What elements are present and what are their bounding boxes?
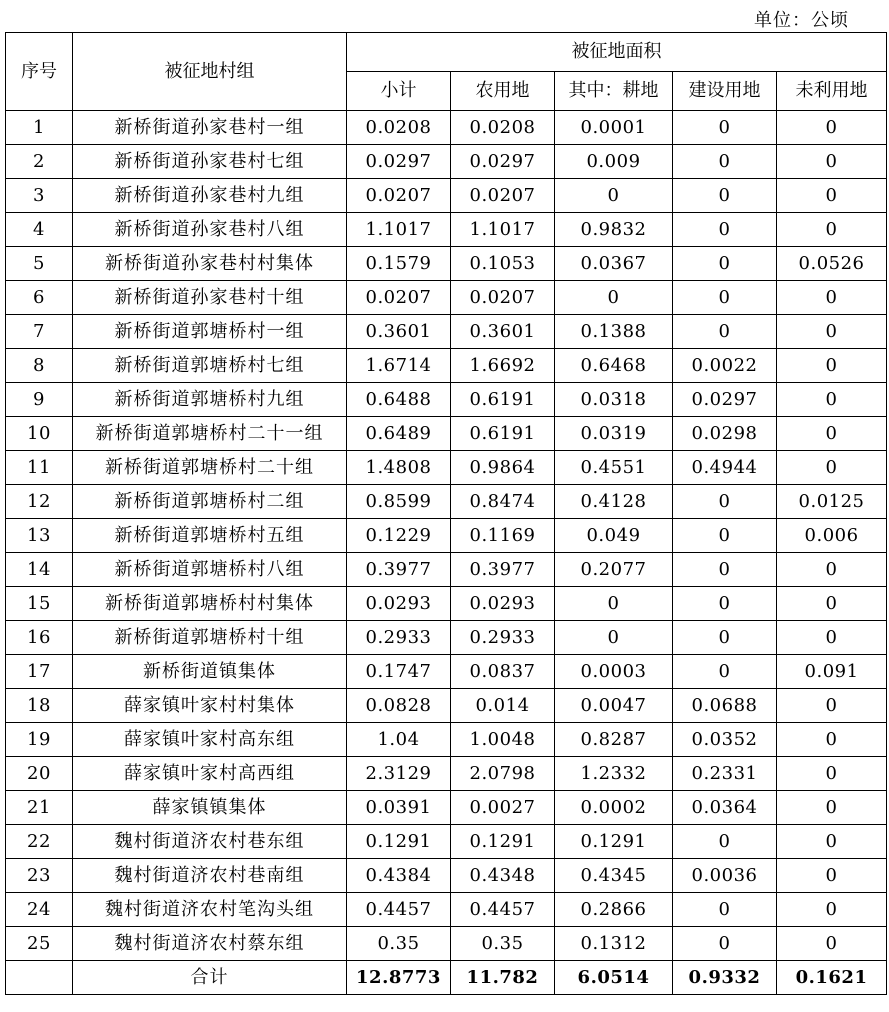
agricultural-cell: 0.0837 [451,655,555,689]
construction-cell: 0.0352 [673,723,777,757]
unused-cell: 0 [777,145,887,179]
table-row [6,213,887,247]
agricultural-cell: 0.014 [451,689,555,723]
subtotal-cell: 0.3601 [347,315,451,349]
total-label: 合计 [73,961,347,995]
farmland-cell: 0.4551 [555,451,673,485]
village-name: 新桥街道郭塘桥村九组 [73,383,347,417]
row-index: 5 [6,247,73,281]
unused-cell: 0 [777,383,887,417]
agricultural-cell: 0.0027 [451,791,555,825]
construction-cell: 0 [673,145,777,179]
construction-cell: 0 [673,281,777,315]
construction-cell: 0 [673,825,777,859]
village-name: 新桥街道孙家巷村七组 [73,145,347,179]
row-index: 13 [6,519,73,553]
village-name: 新桥街道郭塘桥村村集体 [73,587,347,621]
construction-cell: 0 [673,179,777,213]
row-index: 11 [6,451,73,485]
table-row [6,281,887,315]
unused-cell: 0 [777,791,887,825]
unused-cell: 0 [777,213,887,247]
table-row [6,485,887,519]
subtotal-cell: 0.35 [347,927,451,961]
total-farmland: 6.0514 [555,961,673,995]
row-index: 15 [6,587,73,621]
unused-cell: 0 [777,723,887,757]
village-name: 魏村街道济农村蔡东组 [73,927,347,961]
table-row [6,349,887,383]
table-row [6,179,887,213]
village-name: 新桥街道孙家巷村八组 [73,213,347,247]
table-row [6,417,887,451]
farmland-cell: 0.0003 [555,655,673,689]
construction-cell: 0 [673,927,777,961]
subtotal-cell: 0.2933 [347,621,451,655]
header-subtotal: 小计 [347,72,451,111]
subtotal-cell: 0.6488 [347,383,451,417]
farmland-cell: 0.0319 [555,417,673,451]
subtotal-cell: 1.1017 [347,213,451,247]
subtotal-cell: 0.1747 [347,655,451,689]
row-index: 2 [6,145,73,179]
subtotal-cell: 0.1229 [347,519,451,553]
unused-cell: 0 [777,451,887,485]
subtotal-cell: 0.0208 [347,111,451,145]
table-row [6,927,887,961]
farmland-cell: 0 [555,587,673,621]
farmland-cell: 0.6468 [555,349,673,383]
unused-cell: 0 [777,927,887,961]
row-index: 3 [6,179,73,213]
total-row [6,961,887,995]
row-index: 16 [6,621,73,655]
construction-cell: 0.0298 [673,417,777,451]
construction-cell: 0 [673,655,777,689]
row-index: 25 [6,927,73,961]
agricultural-cell: 0.4457 [451,893,555,927]
village-name: 薛家镇叶家村村集体 [73,689,347,723]
unused-cell: 0.0526 [777,247,887,281]
village-name: 新桥街道郭塘桥村八组 [73,553,347,587]
construction-cell: 0.0036 [673,859,777,893]
unused-cell: 0 [777,281,887,315]
agricultural-cell: 0.0207 [451,179,555,213]
subtotal-cell: 0.8599 [347,485,451,519]
total-index-cell [6,961,73,995]
farmland-cell: 0 [555,621,673,655]
village-name: 新桥街道郭塘桥村二十一组 [73,417,347,451]
table-row [6,791,887,825]
unused-cell: 0 [777,315,887,349]
subtotal-cell: 2.3129 [347,757,451,791]
row-index: 18 [6,689,73,723]
agricultural-cell: 2.0798 [451,757,555,791]
village-name: 新桥街道孙家巷村九组 [73,179,347,213]
construction-cell: 0.0364 [673,791,777,825]
row-index: 20 [6,757,73,791]
agricultural-cell: 0.3601 [451,315,555,349]
village-name: 新桥街道孙家巷村十组 [73,281,347,315]
unused-cell: 0 [777,893,887,927]
farmland-cell: 0.049 [555,519,673,553]
unused-cell: 0 [777,621,887,655]
construction-cell: 0.0297 [673,383,777,417]
construction-cell: 0 [673,315,777,349]
row-index: 6 [6,281,73,315]
village-name: 新桥街道孙家巷村村集体 [73,247,347,281]
construction-cell: 0 [673,485,777,519]
farmland-cell: 0.9832 [555,213,673,247]
farmland-cell: 0 [555,281,673,315]
unused-cell: 0 [777,417,887,451]
farmland-cell: 0.4128 [555,485,673,519]
village-name: 薛家镇叶家村高西组 [73,757,347,791]
construction-cell: 0.0688 [673,689,777,723]
row-index: 12 [6,485,73,519]
subtotal-cell: 0.0297 [347,145,451,179]
agricultural-cell: 0.1291 [451,825,555,859]
unused-cell: 0 [777,825,887,859]
subtotal-cell: 0.0391 [347,791,451,825]
construction-cell: 0.2331 [673,757,777,791]
unused-cell: 0 [777,111,887,145]
table-row [6,247,887,281]
village-name: 魏村街道济农村巷南组 [73,859,347,893]
subtotal-cell: 0.3977 [347,553,451,587]
village-name: 新桥街道孙家巷村一组 [73,111,347,145]
row-index: 19 [6,723,73,757]
unused-cell: 0 [777,689,887,723]
table-row [6,893,887,927]
agricultural-cell: 0.0293 [451,587,555,621]
subtotal-cell: 0.1291 [347,825,451,859]
subtotal-cell: 0.4384 [347,859,451,893]
farmland-cell: 1.2332 [555,757,673,791]
header-area-group: 被征地面积 [347,33,887,72]
farmland-cell: 0.0318 [555,383,673,417]
row-index: 7 [6,315,73,349]
construction-cell: 0 [673,621,777,655]
unused-cell: 0.0125 [777,485,887,519]
total-unused: 0.1621 [777,961,887,995]
unused-cell: 0 [777,553,887,587]
agricultural-cell: 0.1053 [451,247,555,281]
construction-cell: 0 [673,587,777,621]
agricultural-cell: 0.1169 [451,519,555,553]
table-row [6,757,887,791]
subtotal-cell: 0.0293 [347,587,451,621]
subtotal-cell: 0.0828 [347,689,451,723]
subtotal-cell: 1.04 [347,723,451,757]
unused-cell: 0 [777,349,887,383]
farmland-cell: 0.1388 [555,315,673,349]
agricultural-cell: 1.6692 [451,349,555,383]
village-name: 薛家镇叶家村高东组 [73,723,347,757]
agricultural-cell: 1.1017 [451,213,555,247]
row-index: 9 [6,383,73,417]
agricultural-cell: 0.6191 [451,383,555,417]
construction-cell: 0 [673,111,777,145]
agricultural-cell: 1.0048 [451,723,555,757]
farmland-cell: 0.4345 [555,859,673,893]
unused-cell: 0 [777,757,887,791]
agricultural-cell: 0.2933 [451,621,555,655]
header-village: 被征地村组 [73,33,347,111]
subtotal-cell: 0.0207 [347,179,451,213]
construction-cell: 0 [673,213,777,247]
subtotal-cell: 1.4808 [347,451,451,485]
farmland-cell: 0.0367 [555,247,673,281]
row-index: 1 [6,111,73,145]
farmland-cell: 0.1291 [555,825,673,859]
subtotal-cell: 0.0207 [347,281,451,315]
agricultural-cell: 0.3977 [451,553,555,587]
unused-cell: 0 [777,587,887,621]
village-name: 新桥街道郭塘桥村二十组 [73,451,347,485]
agricultural-cell: 0.9864 [451,451,555,485]
table-row [6,689,887,723]
row-index: 8 [6,349,73,383]
construction-cell: 0 [673,247,777,281]
row-index: 23 [6,859,73,893]
agricultural-cell: 0.8474 [451,485,555,519]
row-index: 10 [6,417,73,451]
farmland-cell: 0.0002 [555,791,673,825]
village-name: 新桥街道郭塘桥村二组 [73,485,347,519]
subtotal-cell: 1.6714 [347,349,451,383]
construction-cell: 0 [673,893,777,927]
farmland-cell: 0.2077 [555,553,673,587]
row-index: 24 [6,893,73,927]
construction-cell: 0 [673,553,777,587]
table-row [6,655,887,689]
table-row [6,519,887,553]
village-name: 薛家镇镇集体 [73,791,347,825]
unused-cell: 0.091 [777,655,887,689]
village-name: 新桥街道镇集体 [73,655,347,689]
total-subtotal: 12.8773 [347,961,451,995]
farmland-cell: 0.009 [555,145,673,179]
construction-cell: 0.4944 [673,451,777,485]
farmland-cell: 0.8287 [555,723,673,757]
village-name: 魏村街道济农村笔沟头组 [73,893,347,927]
agricultural-cell: 0.6191 [451,417,555,451]
village-name: 新桥街道郭塘桥村七组 [73,349,347,383]
total-construction: 0.9332 [673,961,777,995]
total-agricultural: 11.782 [451,961,555,995]
farmland-cell: 0 [555,179,673,213]
unused-cell: 0.006 [777,519,887,553]
table-row [6,723,887,757]
table-row [6,451,887,485]
farmland-cell: 0.2866 [555,893,673,927]
row-index: 21 [6,791,73,825]
table-row [6,145,887,179]
village-name: 新桥街道郭塘桥村十组 [73,621,347,655]
row-index: 17 [6,655,73,689]
table-row [6,111,887,145]
row-index: 4 [6,213,73,247]
row-index: 22 [6,825,73,859]
table-row [6,621,887,655]
header-index: 序号 [6,33,73,111]
farmland-cell: 0.1312 [555,927,673,961]
village-name: 新桥街道郭塘桥村五组 [73,519,347,553]
farmland-cell: 0.0001 [555,111,673,145]
subtotal-cell: 0.6489 [347,417,451,451]
subtotal-cell: 0.4457 [347,893,451,927]
unused-cell: 0 [777,859,887,893]
village-name: 魏村街道济农村巷东组 [73,825,347,859]
table-body [6,111,887,961]
agricultural-cell: 0.4348 [451,859,555,893]
table-row [6,553,887,587]
table-row [6,315,887,349]
header-unused: 未利用地 [777,72,887,111]
unit-label: 单位：公顷 [754,10,849,31]
header-agricultural: 农用地 [451,72,555,111]
village-name: 新桥街道郭塘桥村一组 [73,315,347,349]
table-row [6,587,887,621]
table-row [6,383,887,417]
table-row [6,859,887,893]
header-farmland: 其中：耕地 [555,72,673,111]
table-row [6,825,887,859]
land-acquisition-table [5,32,887,995]
construction-cell: 0 [673,519,777,553]
subtotal-cell: 0.1579 [347,247,451,281]
agricultural-cell: 0.35 [451,927,555,961]
agricultural-cell: 0.0207 [451,281,555,315]
unused-cell: 0 [777,179,887,213]
header-construction: 建设用地 [673,72,777,111]
construction-cell: 0.0022 [673,349,777,383]
row-index: 14 [6,553,73,587]
agricultural-cell: 0.0208 [451,111,555,145]
agricultural-cell: 0.0297 [451,145,555,179]
farmland-cell: 0.0047 [555,689,673,723]
